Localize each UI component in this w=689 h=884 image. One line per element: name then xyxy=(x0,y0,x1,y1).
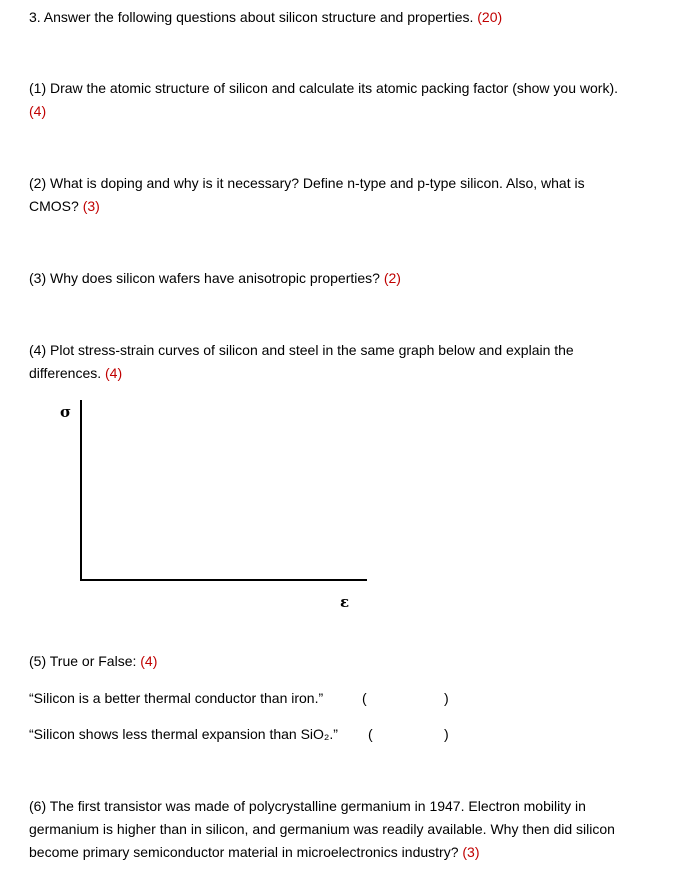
subquestion-5-text: (5) True or False: xyxy=(29,653,137,669)
subquestion-2-text: (2) What is doping and why is it necessary? Define n-type and p-type silicon. Also, what is xyxy=(29,175,585,191)
strain-axis xyxy=(80,579,367,581)
answer-close-paren: ) xyxy=(444,726,449,742)
stress-axis xyxy=(80,400,82,581)
question-3-heading xyxy=(29,8,502,26)
answer-close-paren: ) xyxy=(444,690,449,706)
subquestion-6-text-cont: germanium is higher than in silicon, and germanium was readily available. Why then did silicon xyxy=(29,821,615,837)
subquestion-2-points: (3) xyxy=(82,198,100,214)
subquestion-6-line-1 xyxy=(29,797,586,815)
subquestion-4-line-2 xyxy=(29,364,122,382)
subquestion-2-text-cont: CMOS? xyxy=(29,198,79,214)
subquestion-6-text: (6) The first transistor was made of polycrystalline germanium in 1947. Electron mobility in xyxy=(29,798,586,814)
statement-text: “Silicon shows less thermal expansion than SiO₂.” xyxy=(29,726,338,742)
subquestion-1-points: (4) xyxy=(29,103,47,119)
subquestion-4-text: (4) Plot stress-strain curves of silicon and steel in the same graph below and explain the xyxy=(29,342,574,358)
subquestion-5-points: (4) xyxy=(140,653,158,669)
subquestion-6-text-end: become primary semiconductor material in microelectronics industry? xyxy=(29,844,459,860)
subquestion-6-points: (3) xyxy=(462,844,480,860)
subquestion-2-line-1 xyxy=(29,174,585,192)
subquestion-2-line-2 xyxy=(29,197,100,215)
statement-text: “Silicon is a better thermal conductor than iron.” xyxy=(29,690,324,706)
true-false-statement xyxy=(29,725,338,743)
subquestion-5-heading xyxy=(29,652,157,670)
subquestion-1-line-1 xyxy=(29,79,618,97)
subquestion-4-points: (4) xyxy=(105,365,123,381)
question-3-text: 3. Answer the following questions about silicon structure and properties. xyxy=(29,9,474,25)
answer-open-paren[interactable]: ( xyxy=(368,726,373,742)
true-false-statement xyxy=(29,689,323,707)
stress-axis-label: σ xyxy=(60,403,72,421)
question-3-points: (20) xyxy=(477,9,503,25)
subquestion-1-text: (1) Draw the atomic structure of silicon and calculate its atomic packing factor (show you work). xyxy=(29,80,619,96)
subquestion-4-text-cont: differences. xyxy=(29,365,102,381)
answer-open-paren[interactable]: ( xyxy=(362,690,367,706)
subquestion-3-points: (2) xyxy=(383,270,401,286)
subquestion-4-line-1 xyxy=(29,341,574,359)
subquestion-3-text: (3) Why does silicon wafers have anisotropic properties? xyxy=(29,270,380,286)
strain-axis-label: ε xyxy=(340,593,350,611)
subquestion-6-line-2 xyxy=(29,820,615,838)
subquestion-3-line-1 xyxy=(29,269,401,287)
subquestion-1-line-2 xyxy=(29,102,46,120)
subquestion-6-line-3 xyxy=(29,843,480,861)
